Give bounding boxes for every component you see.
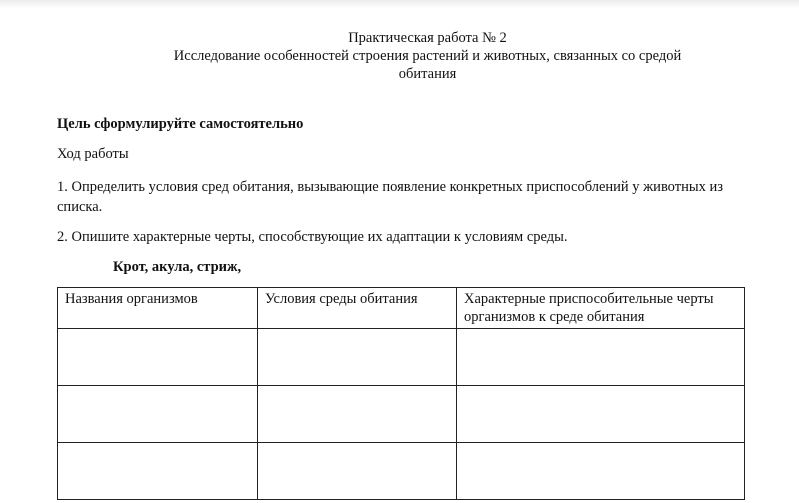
table-cell[interactable] xyxy=(58,329,258,386)
table-cell[interactable] xyxy=(258,443,457,500)
table-cell[interactable] xyxy=(258,329,457,386)
work-subtitle-line2: обитания xyxy=(398,66,457,82)
table-cell[interactable] xyxy=(457,329,745,386)
header-adaptive-features: Характерные приспособительные черты организмов к среде обитания xyxy=(457,288,745,329)
table-cell[interactable] xyxy=(58,386,258,443)
table-cell[interactable] xyxy=(457,443,745,500)
animals-list: Крот, акула, стриж, xyxy=(113,259,242,275)
table-row xyxy=(58,329,745,386)
table-cell[interactable] xyxy=(457,386,745,443)
task-2-text: 2. Опишите характерные черты, способствующие их адаптации к условиям среды. xyxy=(57,229,568,245)
work-title: Практическая работа № 2 xyxy=(348,30,507,46)
table-header-row xyxy=(58,288,745,329)
header-habitat-conditions: Условия среды обитания xyxy=(258,288,457,329)
title-block xyxy=(100,29,755,83)
table-cell[interactable] xyxy=(258,386,457,443)
table-row xyxy=(58,386,745,443)
table-cell[interactable] xyxy=(58,443,258,500)
progress-heading: Ход работы xyxy=(57,146,129,162)
work-subtitle-line1: Исследование особенностей строения растений и животных, связанных со средой xyxy=(173,48,682,64)
task-1-text: 1. Определить условия сред обитания, вызывающие появление конкретных приспособлений у животных из списка. xyxy=(57,179,723,215)
top-shadow xyxy=(0,0,799,8)
goal-text: Цель сформулируйте самостоятельно xyxy=(57,116,304,132)
table-row xyxy=(58,443,745,500)
header-organism-names: Названия организмов xyxy=(58,288,258,329)
organisms-table xyxy=(57,287,745,500)
